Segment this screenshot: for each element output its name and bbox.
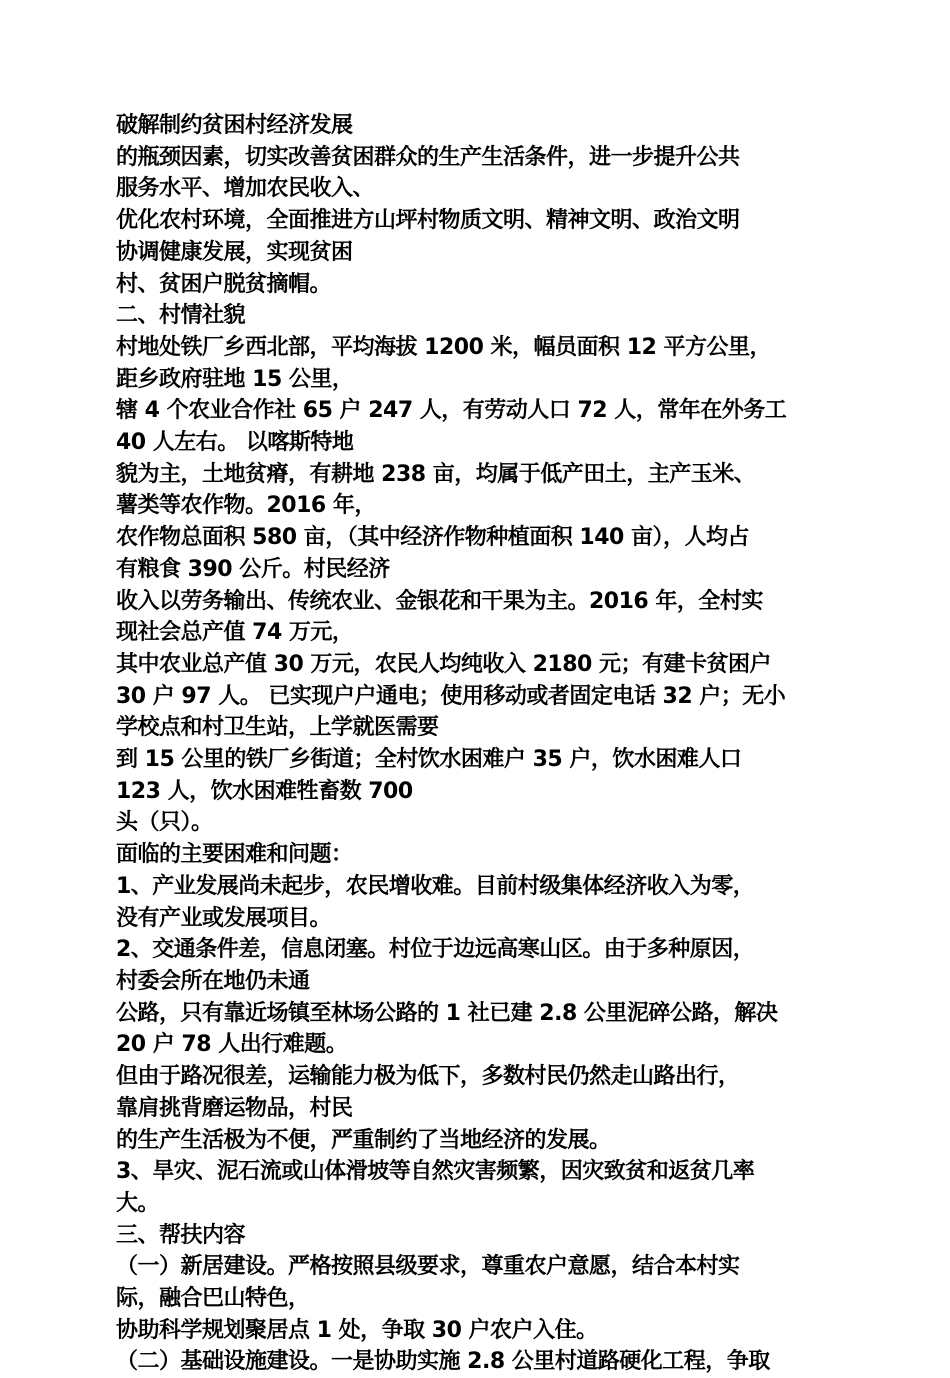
document-body xyxy=(116,110,846,1378)
text-line: 40 人左右。 以喀斯特地 xyxy=(116,430,354,456)
text-line: 貌为主，土地贫瘠，有耕地 238 亩，均属于低产田土，主产玉米、 xyxy=(116,461,756,487)
text-line: 大。 xyxy=(116,1190,160,1216)
text-line: 头（只）。 xyxy=(116,810,213,836)
text-line: 有粮食 390 公斤。村民经济 xyxy=(116,556,390,582)
text-line: 薯类等农作物。2016 年， xyxy=(116,493,376,519)
text-line: 学校点和村卫生站，上学就医需要 xyxy=(116,715,439,741)
text-line: 优化农村环境，全面推进方山坪村物质文明、精神文明、政治文明 xyxy=(116,208,740,234)
text-line: 协调健康发展，实现贫困 xyxy=(116,239,353,265)
section-heading: 面临的主要困难和问题： xyxy=(116,842,353,868)
text-line: 村委会所在地仍未通 xyxy=(116,968,310,994)
text-line: 现社会总产值 74 万元， xyxy=(116,620,354,646)
section-heading: 二、村情社貌 xyxy=(116,303,246,329)
text-line: （一）新居建设。严格按照县级要求，尊重农户意愿，结合本村实 xyxy=(116,1254,740,1280)
text-line: 收入以劳务输出、传统农业、金银花和干果为主。2016 年，全村实 xyxy=(116,588,763,614)
text-line: 但由于路况很差，运输能力极为低下，多数村民仍然走山路出行， xyxy=(116,1064,740,1090)
text-line: 辖 4 个农业合作社 65 户 247 人，有劳动人口 72 人，常年在外务工 xyxy=(116,398,787,424)
text-line: 1、产业发展尚未起步，农民增收难。目前村级集体经济收入为零， xyxy=(116,873,755,899)
text-line: 2、交通条件差，信息闭塞。村位于边远高寒山区。由于多种原因， xyxy=(116,937,755,963)
text-line: 村地处铁厂乡西北部，平均海拔 1200 米，幅员面积 12 平方公里， xyxy=(116,334,771,360)
text-line: 村、贫困户脱贫摘帽。 xyxy=(116,271,332,297)
text-line: 农作物总面积 580 亩，（其中经济作物种植面积 140 亩），人均占 xyxy=(116,525,749,551)
text-line: 破解制约贫困村经济发展 xyxy=(116,113,353,138)
text-line: 没有产业或发展项目。 xyxy=(116,905,332,931)
text-line: 的瓶颈因素，切实改善贫困群众的生产生活条件，进一步提升公共 xyxy=(116,144,740,170)
text-line: 其中农业总产值 30 万元，农民人均纯收入 2180 元；有建卡贫困户 xyxy=(116,651,771,677)
text-line: （二）基础设施建设。一是协助实施 2.8 公里村道路硬化工程，争取 xyxy=(116,1349,770,1375)
text-line: 靠肩挑背磨运物品，村民 xyxy=(116,1095,353,1121)
text-line: 30 户 97 人。 已实现户户通电；使用移动或者固定电话 32 户；无小 xyxy=(116,683,786,709)
text-line: 20 户 78 人出行难题。 xyxy=(116,1032,348,1058)
text-line: 协助科学规划聚居点 1 处，争取 30 户农户入住。 xyxy=(116,1317,598,1343)
text-line: 的生产生活极为不便，严重制约了当地经济的发展。 xyxy=(116,1127,611,1153)
text-line: 到 15 公里的铁厂乡街道；全村饮水困难户 35 户，饮水困难人口 xyxy=(116,747,742,773)
text-line: 服务水平、增加农民收入、 xyxy=(116,176,375,202)
text-line: 际，融合巴山特色， xyxy=(116,1286,310,1312)
text-line: 3、旱灾、泥石流或山体滑坡等自然灾害频繁，因灾致贫和返贫几率 xyxy=(116,1159,755,1185)
section-heading: 三、帮扶内容 xyxy=(116,1222,246,1248)
text-line: 距乡政府驻地 15 公里， xyxy=(116,366,354,392)
text-line: 公路，只有靠近场镇至林场公路的 1 社已建 2.8 公里泥碎公路，解决 xyxy=(116,1000,778,1026)
text-line: 123 人，饮水困难牲畜数 700 xyxy=(116,778,413,804)
